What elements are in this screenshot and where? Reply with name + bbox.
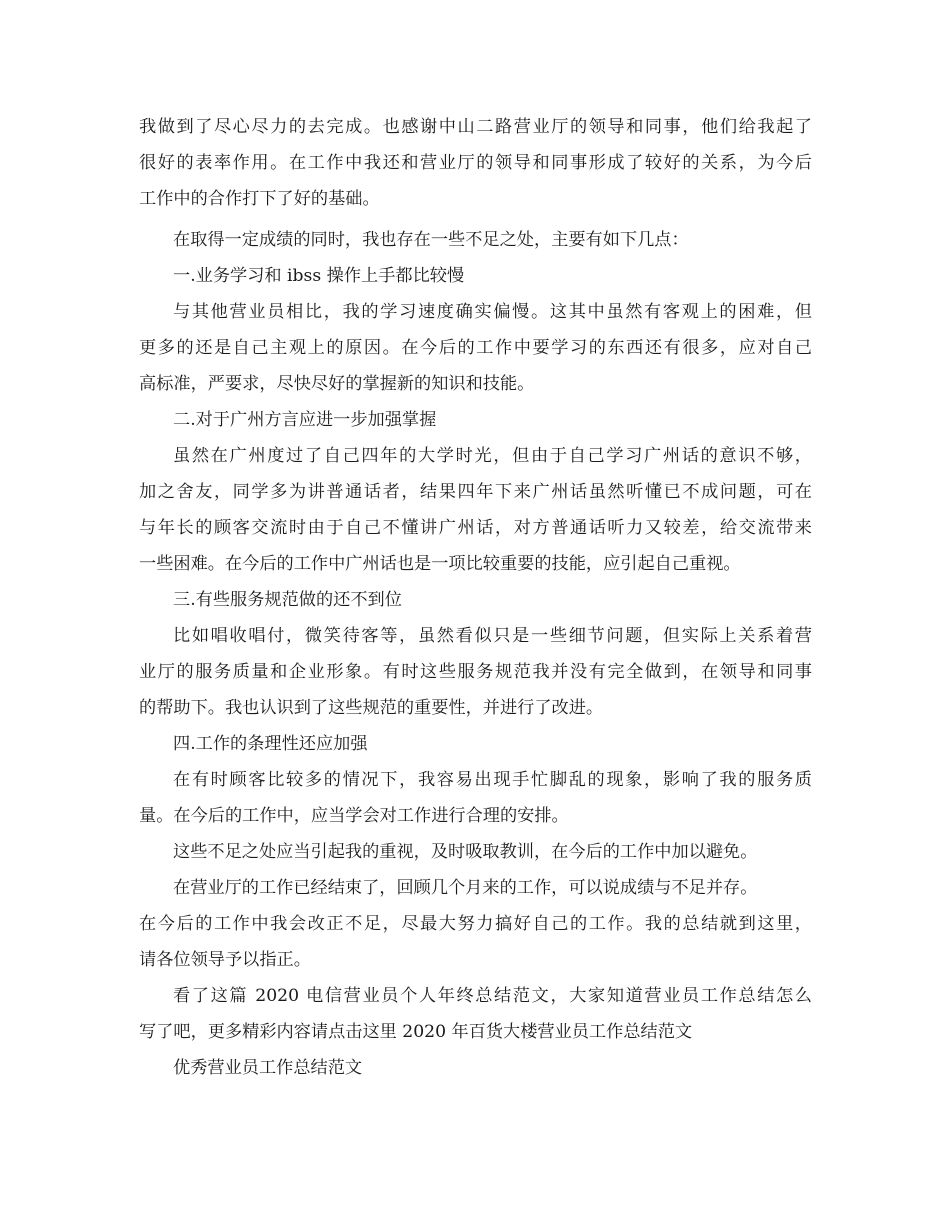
paragraph-line: 这些不足之处应当引起我的重视，及时吸取教训，在今后的工作中加以避免。 <box>173 842 758 862</box>
paragraph-line: 请各位领导予以指正。 <box>139 950 311 970</box>
paragraph-line: 四.工作的条理性还应加强 <box>173 734 368 754</box>
paragraph-line: 业厅的服务质量和企业形象。有时这些服务规范我并没有完全做到，在领导和同事 <box>139 662 812 682</box>
paragraph-line: 的帮助下。我也认识到了这些规范的重要性，并进行了改进。 <box>139 698 604 718</box>
paragraph-line: 量。在今后的工作中，应当学会对工作进行合理的安排。 <box>139 806 569 826</box>
paragraph-line: 二.对于广州方言应进一步加强掌握 <box>173 410 437 430</box>
paragraph-line: 一些困难。在今后的工作中广州话也是一项比较重要的技能，应引起自己重视。 <box>139 554 741 574</box>
paragraph-line: 虽然在广州度过了自己四年的大学时光，但由于自己学习广州话的意识不够， <box>173 446 812 466</box>
paragraph-line: 看了这篇 2020 电信营业员个人年终总结范文，大家知道营业员工作总结怎么 <box>173 986 812 1006</box>
paragraph-line: 优秀营业员工作总结范文 <box>173 1058 363 1078</box>
paragraph-line: 与其他营业员相比，我的学习速度确实偏慢。这其中虽然有客观上的困难，但 <box>173 302 812 322</box>
paragraph-line: 三.有些服务规范做的还不到位 <box>173 590 402 610</box>
paragraph-line: 写了吧，更多精彩内容请点击这里 2020 年百货大楼营业员工作总结范文 <box>139 1022 693 1042</box>
paragraph-line: 高标准，严要求，尽快尽好的掌握新的知识和技能。 <box>139 374 535 394</box>
paragraph-line: 很好的表率作用。在工作中我还和营业厅的领导和同事形成了较好的关系，为今后 <box>139 153 812 173</box>
paragraph-line: 在有时顾客比较多的情况下，我容易出现手忙脚乱的现象，影响了我的服务质 <box>173 770 812 790</box>
paragraph-line: 在今后的工作中我会改正不足，尽最大努力搞好自己的工作。我的总结就到这里， <box>139 914 812 934</box>
paragraph-line: 比如唱收唱付，微笑待客等，虽然看似只是一些细节问题，但实际上关系着营 <box>173 626 812 646</box>
paragraph-line: 工作中的合作打下了好的基础。 <box>139 189 380 209</box>
paragraph-line: 我做到了尽心尽力的去完成。也感谢中山二路营业厅的领导和同事，他们给我起了 <box>139 117 812 137</box>
paragraph-line: 在取得一定成绩的同时，我也存在一些不足之处，主要有如下几点： <box>173 230 689 250</box>
paragraph-line: 更多的还是自己主观上的原因。在今后的工作中要学习的东西还有很多，应对自己 <box>139 338 812 358</box>
paragraph-line: 与年长的顾客交流时由于自己不懂讲广州话，对方普通话听力又较差，给交流带来 <box>139 518 812 538</box>
paragraph-line: 在营业厅的工作已经结束了，回顾几个月来的工作，可以说成绩与不足并存。 <box>173 878 758 898</box>
paragraph-line: 加之舍友，同学多为讲普通话者，结果四年下来广州话虽然听懂已不成问题，可在 <box>139 482 812 502</box>
paragraph-line: 一.业务学习和 ibss 操作上手都比较慢 <box>173 266 465 286</box>
